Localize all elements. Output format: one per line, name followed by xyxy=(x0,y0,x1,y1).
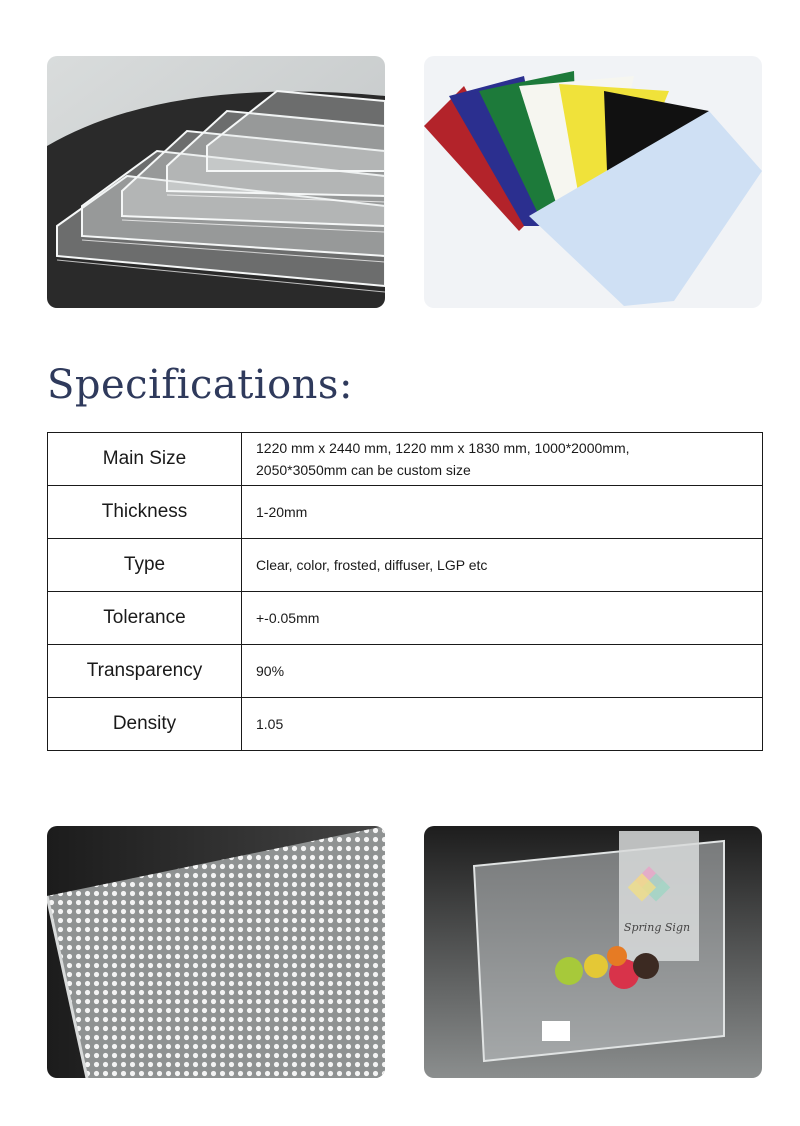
light-guide-panel-photo xyxy=(47,826,385,1078)
frosted-acrylic-sign-photo xyxy=(424,826,762,1078)
sign-logo-text: Spring Sign xyxy=(623,921,691,934)
spec-value xyxy=(242,698,763,751)
spec-value-line: 2050*3050mm can be custom size xyxy=(256,462,471,478)
spec-value-line: 90% xyxy=(256,663,285,679)
spec-label: Main Size xyxy=(48,433,242,486)
spec-label: Transparency xyxy=(48,645,242,698)
spec-value xyxy=(242,433,763,486)
spec-row xyxy=(48,433,763,486)
spec-value-line: Clear, color, frosted, diffuser, LGP etc xyxy=(256,557,488,573)
spec-value-line: 1.05 xyxy=(256,716,284,732)
spec-value xyxy=(242,539,763,592)
spec-value-line: 1220 mm x 2440 mm, 1220 mm x 1830 mm, 1000*2000mm, xyxy=(256,440,630,456)
spec-label: Thickness xyxy=(48,486,242,539)
spec-row xyxy=(48,486,763,539)
clear-acrylic-sheets-photo xyxy=(47,56,385,308)
spec-value xyxy=(242,592,763,645)
specifications-table xyxy=(47,432,763,751)
spec-row xyxy=(48,592,763,645)
spec-value-line: 1-20mm xyxy=(256,504,308,520)
colored-acrylic-sheets-photo xyxy=(424,56,762,308)
spec-label: Density xyxy=(48,698,242,751)
spec-value xyxy=(242,645,763,698)
spec-row xyxy=(48,698,763,751)
spec-value xyxy=(242,486,763,539)
spec-row xyxy=(48,539,763,592)
spec-label: Tolerance xyxy=(48,592,242,645)
spec-value-line: +-0.05mm xyxy=(256,610,320,626)
spec-label: Type xyxy=(48,539,242,592)
spec-row xyxy=(48,645,763,698)
specifications-heading: Specifications: xyxy=(47,362,353,408)
